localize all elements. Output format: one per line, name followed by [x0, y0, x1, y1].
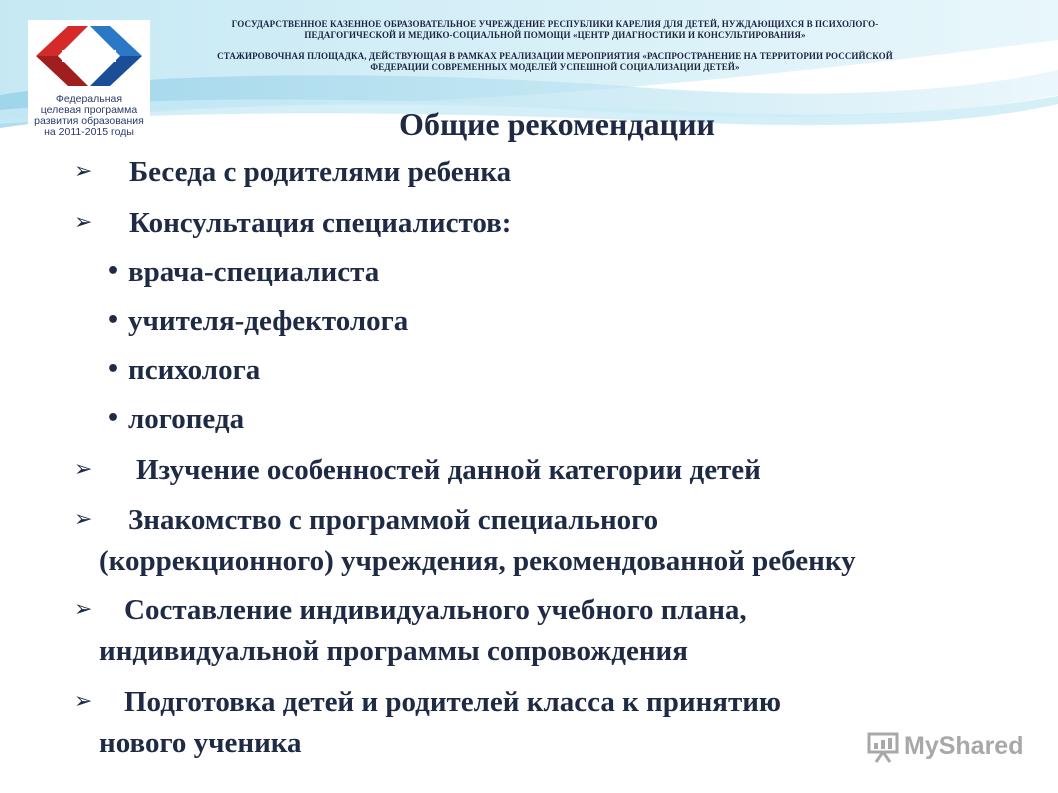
list-item-program-line-1: Знакомство с программой специального	[128, 504, 659, 536]
dot-bullet-icon: •	[106, 357, 121, 382]
header-line-1: ГОСУДАРСТВЕННОЕ КАЗЕННОЕ ОБРАЗОВАТЕЛЬНОЕ УЧРЕЖДЕНИЕ РЕСПУБЛИКИ КАРЕЛИЯ ДЛЯ ДЕТЕЙ, НУЖДАЮЩИХСЯ В ПСИХОЛОГО-	[231, 19, 879, 29]
arrow-bullet-icon: ➢	[74, 507, 93, 532]
watermark-text: MyShared	[904, 732, 1024, 760]
list-item-plan-line-2: индивидуальной программы сопровождения	[99, 635, 688, 667]
sub-item-psychologist: психолога	[128, 354, 261, 386]
myshared-watermark	[866, 730, 1026, 764]
list-item-conversation: Беседа с родителями ребенка	[129, 156, 512, 188]
list-item-preparation-line-1: Подготовка детей и родителей класса к принятию	[124, 686, 782, 718]
header-program	[190, 51, 920, 73]
dot-bullet-icon: •	[106, 259, 121, 284]
list-item-preparation-line-2: нового ученика	[99, 727, 302, 759]
logo-caption-line-1: Федеральная	[55, 93, 123, 105]
logo-emblem-icon	[28, 20, 150, 92]
presentation-board-icon	[866, 730, 900, 764]
arrow-bullet-icon: ➢	[74, 597, 93, 622]
dot-bullet-icon: •	[106, 308, 121, 333]
header-line-3: СТАЖИРОВОЧНАЯ ПЛОЩАДКА, ДЕЙСТВУЮЩАЯ В РАМКАХ РЕАЛИЗАЦИИ МЕРОПРИЯТИЯ «РАСПРОСТРАНЕНИЕ НА ТЕРРИТОРИИ РОССИЙСКОЙ	[217, 51, 893, 61]
sub-item-defectologist: учителя-дефектолога	[128, 305, 409, 337]
header-line-2: ПЕДАГОГИЧЕСКОЙ И МЕДИКО-СОЦИАЛЬНОЙ ПОМОЩИ «ЦЕНТР ДИАГНОСТИКИ И КОНСУЛЬТИРОВАНИЯ»	[304, 30, 806, 40]
sub-item-doctor: врача-специалиста	[128, 256, 380, 288]
arrow-bullet-icon: ➢	[74, 689, 93, 714]
list-item-program-line-2: (коррекционного) учреждения, рекомендованной ребенку	[99, 545, 856, 577]
header-line-4: ФЕДЕРАЦИИ СОВРЕМЕННЫХ МОДЕЛЕЙ УСПЕШНОЙ СОЦИАЛИЗАЦИИ ДЕТЕЙ»	[370, 62, 740, 72]
list-item-study: Изучение особенностей данной категории детей	[136, 454, 761, 486]
logo-caption-line-3: развития образования	[34, 115, 144, 127]
sub-item-speech-therapist: логопеда	[128, 403, 245, 435]
header-organization	[190, 19, 920, 41]
arrow-bullet-icon: ➢	[74, 159, 93, 184]
list-item-plan-line-1: Составление индивидуального учебного плана,	[124, 594, 747, 626]
slide-title: Общие рекомендации	[399, 106, 715, 142]
list-item-consultation: Консультация специалистов:	[129, 207, 512, 239]
arrow-bullet-icon: ➢	[74, 210, 93, 235]
arrow-bullet-icon: ➢	[74, 457, 93, 482]
logo-caption-line-2: целевая программа	[40, 104, 138, 116]
dot-bullet-icon: •	[106, 406, 121, 431]
logo-caption-line-4: на 2011-2015 годы	[44, 126, 134, 138]
